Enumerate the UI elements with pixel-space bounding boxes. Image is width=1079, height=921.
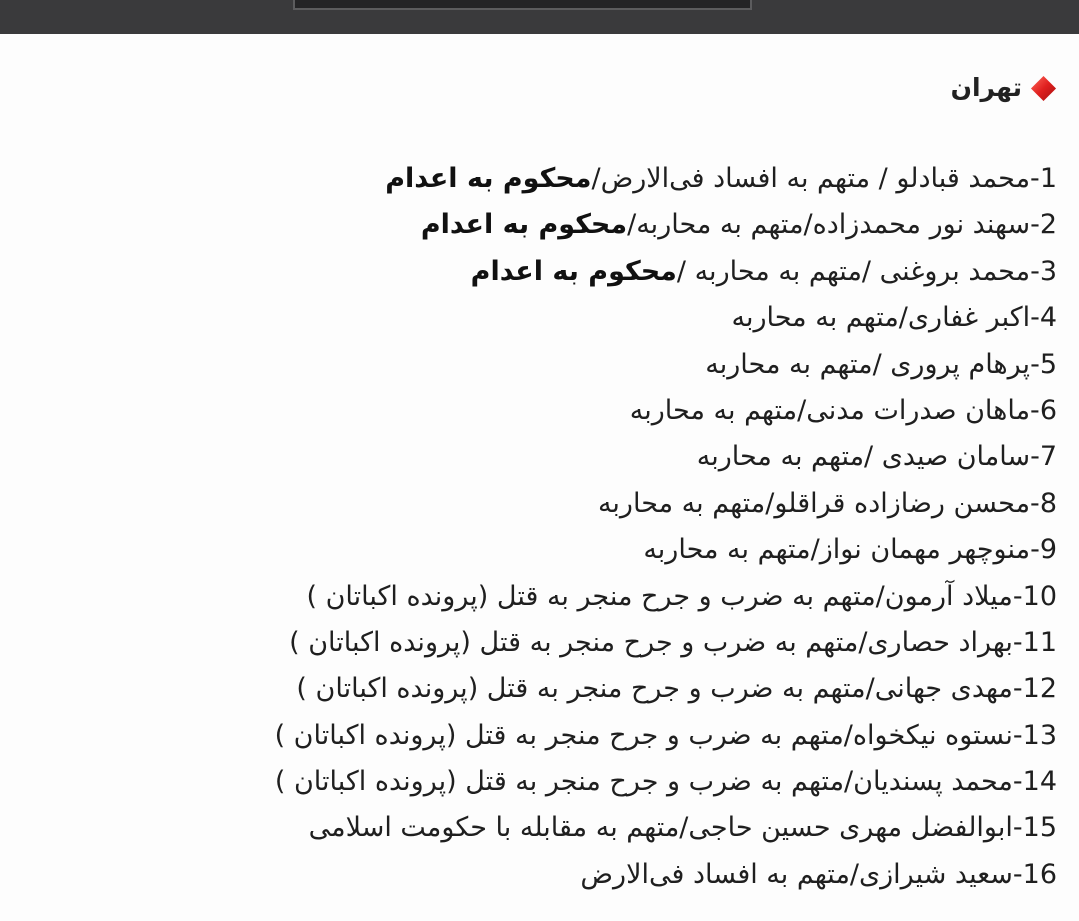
- list-item: [97, 527, 1057, 573]
- item-text: 13-نستوه نیکخواه/متهم به ضرب و جرح منجر به قتل (پرونده اکباتان ): [274, 719, 1057, 751]
- item-sentence: محکوم به اعدام: [385, 163, 592, 194]
- item-text: 6-ماهان صدرات مدنی/متهم به محاربه: [629, 394, 1057, 426]
- defendant-list: [97, 156, 1057, 898]
- list-item: [97, 202, 1057, 248]
- item-text: 8-محسن رضازاده قراقلو/متهم به محاربه: [597, 487, 1057, 519]
- section-header: [951, 68, 1057, 108]
- item-text: 16-سعید شیرازی/متهم به افساد فی‌الارض: [580, 858, 1057, 890]
- city-heading: تهران: [950, 73, 1022, 102]
- list-item: [97, 295, 1057, 341]
- list-item: [97, 666, 1057, 712]
- item-sentence: محکوم به اعدام: [470, 255, 677, 287]
- list-item: [97, 759, 1057, 805]
- item-text: 12-مهدی جهانی/متهم به ضرب و جرح منجر به قتل (پرونده اکباتان ): [296, 673, 1057, 705]
- list-item: [97, 434, 1057, 480]
- item-text: 2-سهند نور محمدزاده/متهم به محاربه/: [627, 209, 1057, 241]
- item-text: 15-ابوالفضل مهری حسین حاجی/متهم به مقابله با حکومت اسلامی: [308, 812, 1057, 844]
- item-sentence: محکوم به اعدام: [420, 209, 628, 241]
- red-diamond-icon: [1030, 75, 1057, 102]
- list-item: [97, 342, 1057, 388]
- top-bar-tab: [293, 0, 752, 10]
- list-item: [97, 249, 1057, 295]
- list-item: [97, 805, 1057, 851]
- list-item: [97, 574, 1057, 620]
- list-item: [97, 388, 1057, 434]
- top-bar: [0, 0, 1079, 34]
- item-text: 3-محمد بروغنی /متهم به محاربه /: [676, 255, 1057, 287]
- item-text: 9-منوچهر مهمان نواز/متهم به محاربه: [643, 534, 1057, 566]
- item-text: 4-اکبر غفاری/متهم به محاربه: [731, 302, 1057, 334]
- item-text: 5-پرهام پروری /متهم به محاربه: [705, 348, 1057, 380]
- item-text: 1-محمد قبادلو / متهم به افساد فی‌الارض/: [591, 163, 1057, 194]
- list-item: [97, 620, 1057, 666]
- list-item: [97, 156, 1057, 202]
- list-item: [97, 852, 1057, 898]
- item-text: 11-بهراد حصاری/متهم به ضرب و جرح منجر به قتل (پرونده اکباتان ): [289, 626, 1057, 658]
- item-text: 7-سامان صیدی /متهم به محاربه: [696, 441, 1057, 473]
- item-text: 10-میلاد آرمون/متهم به ضرب و جرح منجر به قتل (پرونده اکباتان ): [306, 580, 1057, 612]
- list-item: [97, 713, 1057, 759]
- list-item: [97, 481, 1057, 527]
- item-text: 14-محمد پسندیان/متهم به ضرب و جرح منجر به قتل (پرونده اکباتان ): [274, 766, 1057, 798]
